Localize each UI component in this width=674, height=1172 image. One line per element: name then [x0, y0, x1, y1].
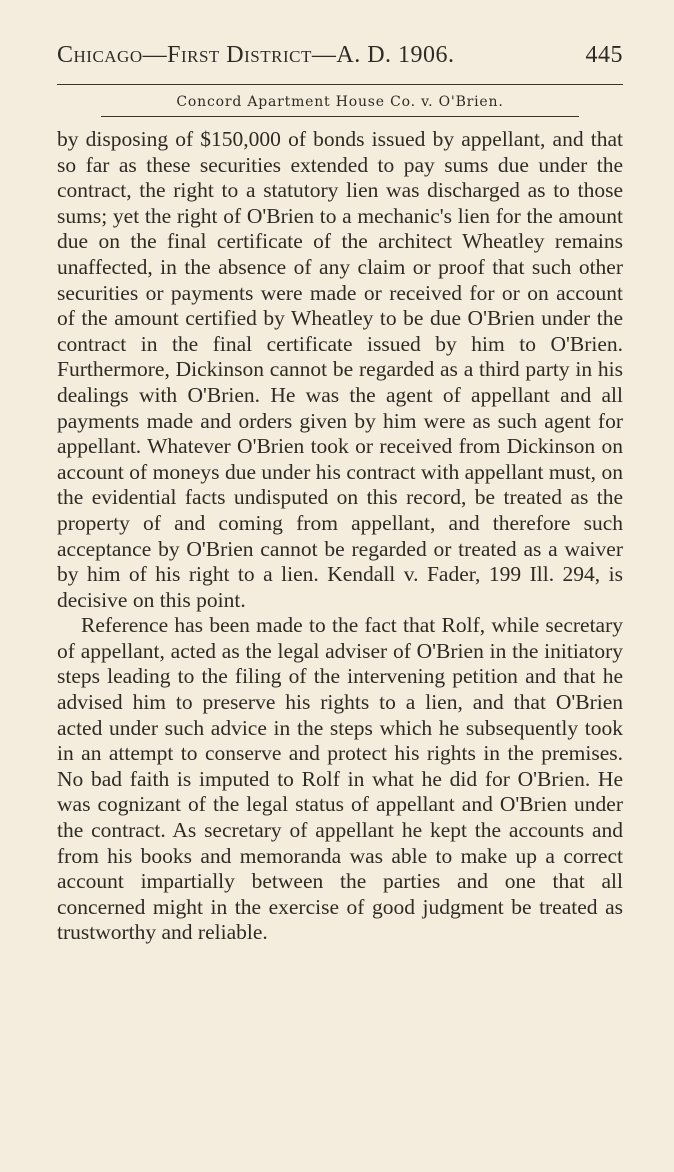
- header-rule: [57, 84, 623, 85]
- paragraph-1: by disposing of $150,000 of bonds issued by appellant, and that so far as these securities extended to pay sums due under the contract, the right to a statutory lien was discharged as to those sums; yet the right of O'Brien to a mechanic's lien for the amount due on the final certificate of the architect Wheatley remains unaffected, in the absence of any claim or proof that such other securities or payments were made or received for or on account of the amount certified by Wheatley to be due O'Brien under the contract in the final certificate issued by him to O'Brien. Furthermore, Dickinson cannot be regarded as a third party in his dealings with O'Brien. He was the agent of appellant and all payments made and orders given by him were as such agent for appellant. Whatever O'Brien took or received from Dickinson on account of moneys due under his contract with appellant must, on the evidential facts undisputed on this record, be treated as the property of and coming from appellant, and therefore such acceptance by O'Brien cannot be regarded or treated as a waiver by him of his right to a lien. Kendall v. Fader, 199 Ill. 294, is decisive on this point.: [57, 127, 623, 612]
- page-number: 445: [585, 42, 623, 68]
- paragraph-2: Reference has been made to the fact that Rolf, while secretary of appellant, acted as the legal adviser of O'Brien in the initiatory steps leading to the filing of the intervening petition and that he advised him to preserve his rights to a lien, and that O'Brien acted under such advice in the steps which he subsequently took in an attempt to conserve and protect his rights in the premises. No bad faith is imputed to Rolf in what he did for O'Brien. He was cognizant of the legal status of appellant and O'Brien under the contract. As secretary of appellant he kept the accounts and from his books and memoranda was able to make up a correct account impartially between the parties and one that all concerned might in the exercise of good judgment be treated as trustworthy and reliable.: [57, 613, 623, 945]
- running-title: Chicago—First District—A. D. 1906.: [57, 42, 455, 68]
- case-title-rule: [101, 116, 579, 117]
- book-page: [57, 42, 623, 946]
- running-head: [57, 42, 623, 76]
- body-text: [57, 127, 623, 946]
- case-title: Concord Apartment House Co. v. O'Brien.: [176, 94, 504, 110]
